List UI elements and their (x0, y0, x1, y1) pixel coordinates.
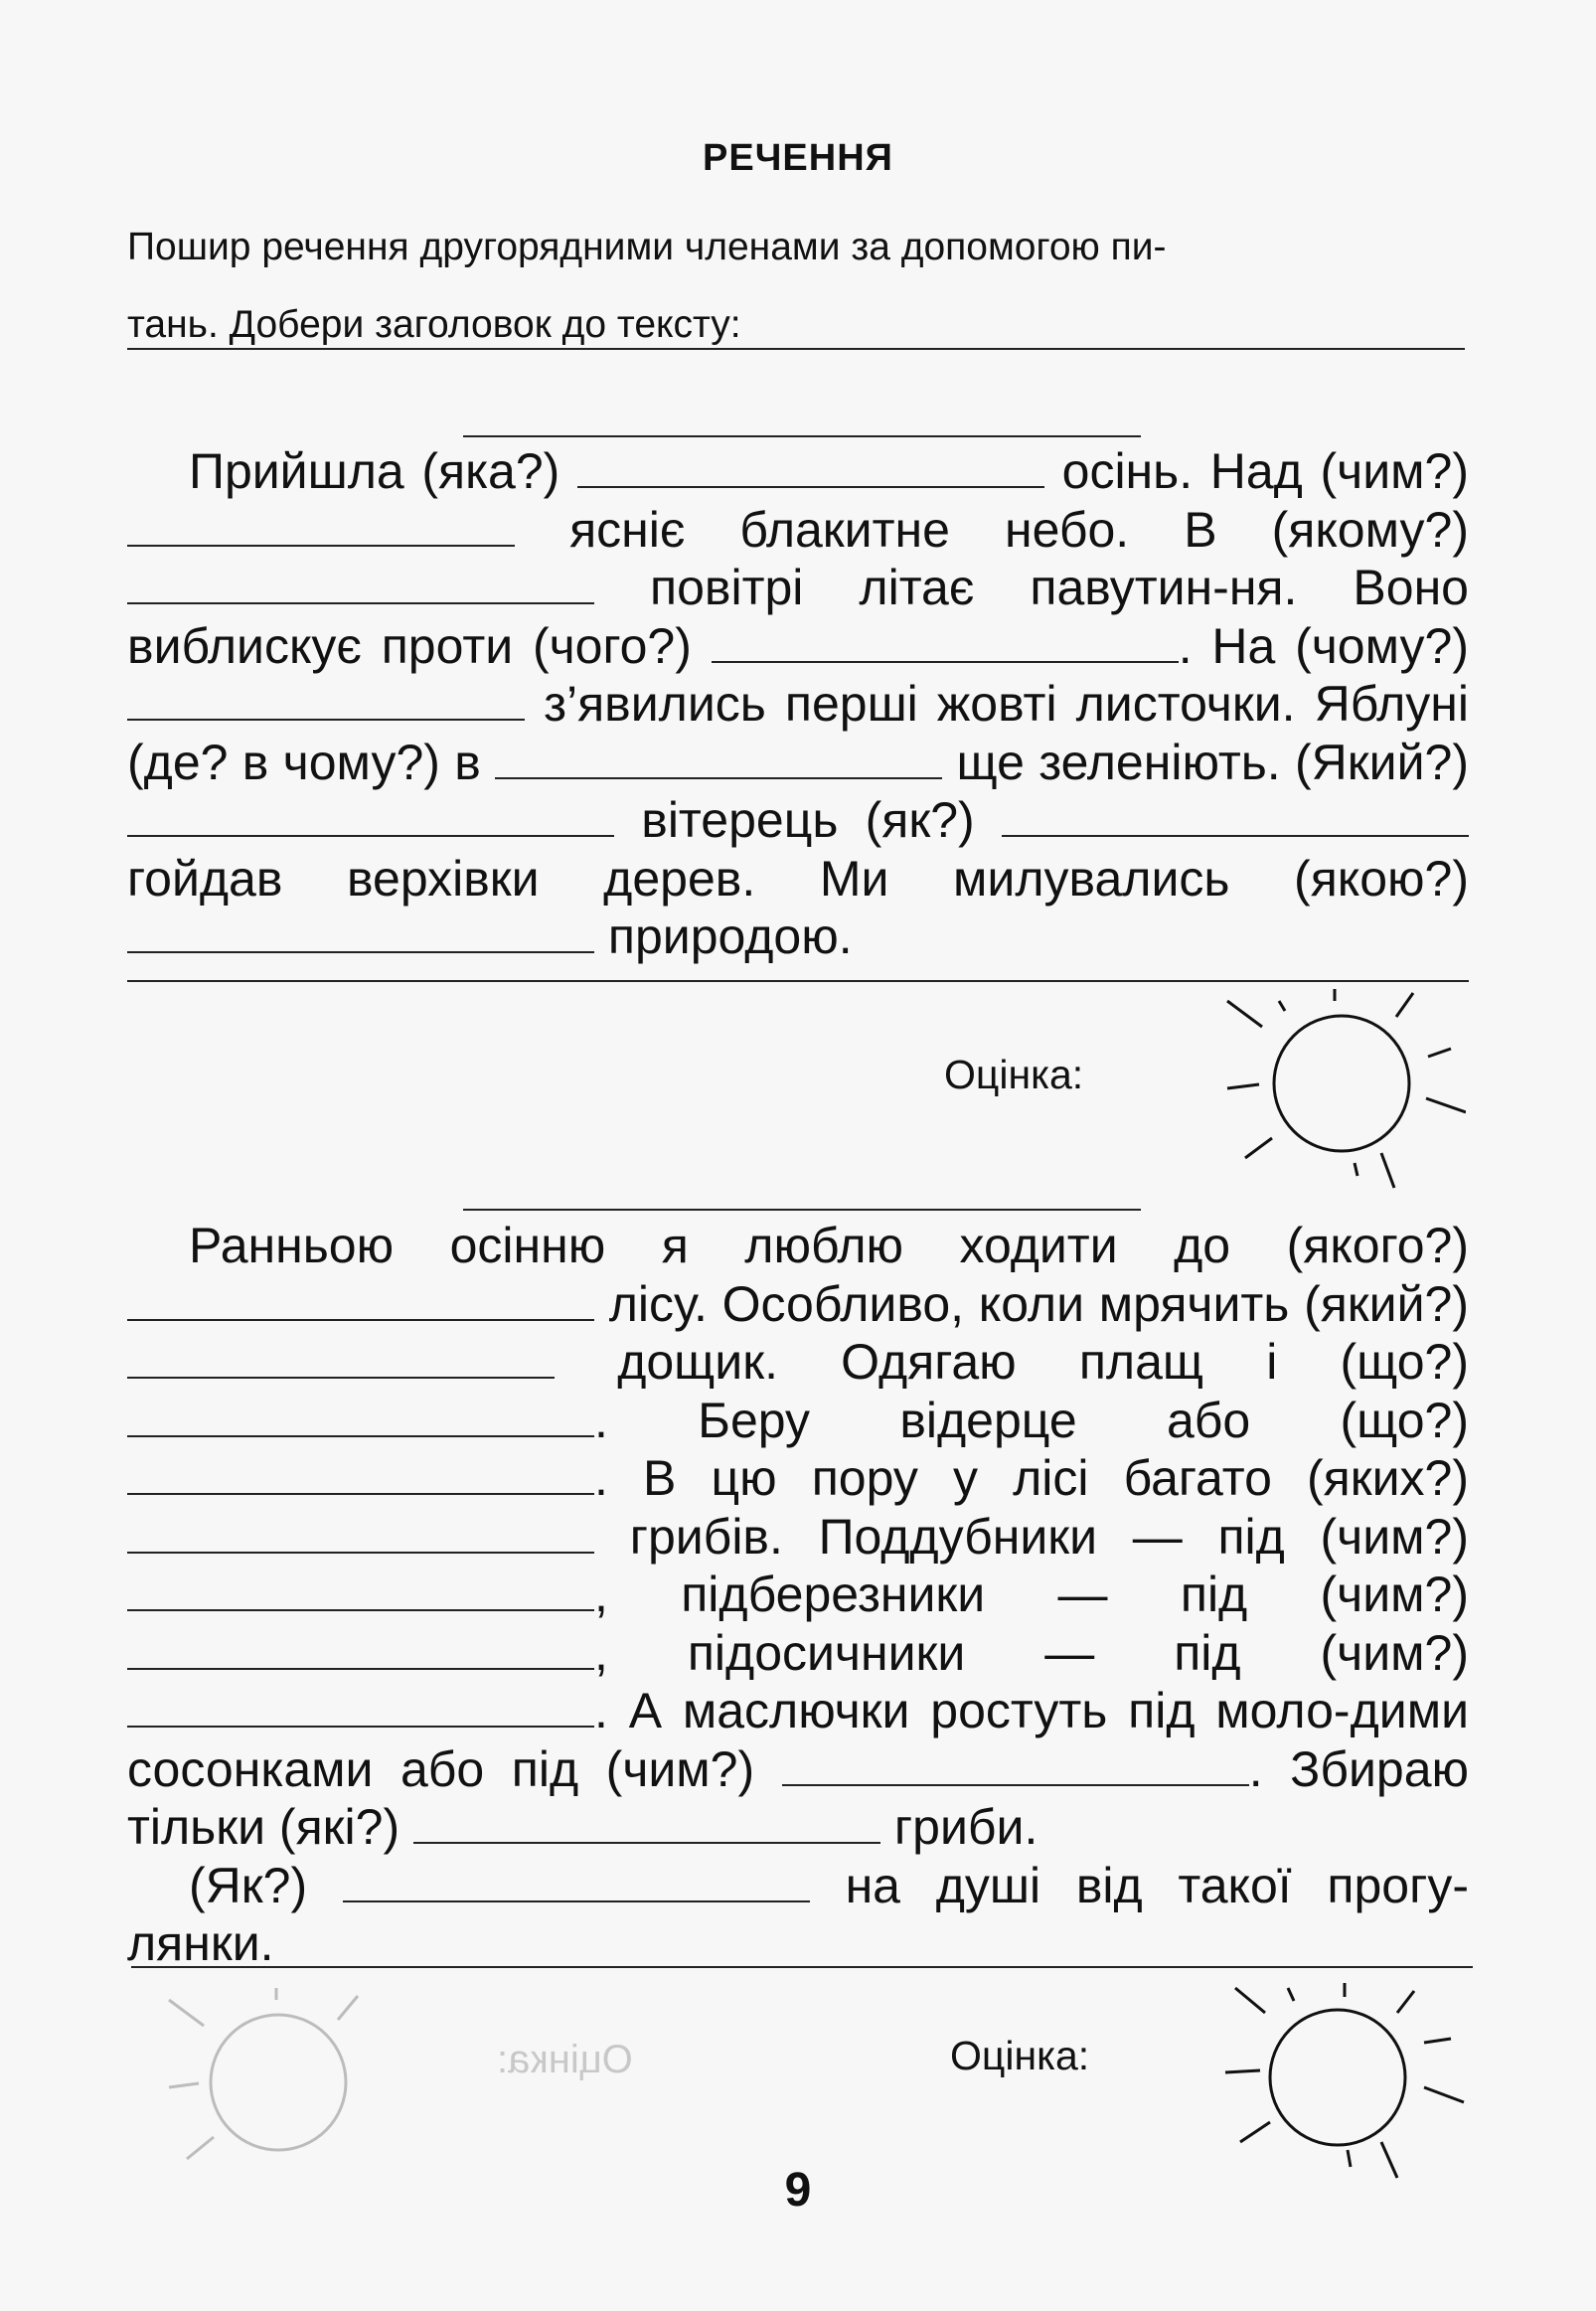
instruction-line-2: тань. Добери заголовок до тексту: (127, 303, 741, 346)
text1-s9: гойдав верхівки дерев. Ми милувались (якою?) (127, 850, 1469, 907)
answer-line-text2[interactable] (131, 1966, 1473, 1968)
blank[interactable] (127, 1569, 594, 1611)
page-number: 9 (784, 2164, 812, 2217)
exercise-text-1 (127, 442, 1469, 966)
blank[interactable] (127, 911, 594, 953)
blank[interactable] (712, 621, 1179, 663)
text1-s6: з’явились перші жовті листочки. Яблуні (де? в чому?) в (127, 676, 1469, 790)
text2-s8: , підосичники — під (чим?) (594, 1624, 1469, 1681)
bleed-through-grade-label: Оцінка: (497, 2038, 633, 2081)
blank[interactable] (127, 1279, 594, 1321)
title-blank-1[interactable] (463, 435, 1141, 437)
grade-label-1: Оцінка: (944, 1052, 1084, 1097)
title-blank-2[interactable] (463, 1209, 1141, 1211)
blank[interactable] (127, 795, 614, 837)
text1-s2: осінь. Над (чим?) (1061, 443, 1469, 499)
answer-line-text1[interactable] (127, 980, 1469, 982)
text2-s10: . Збираю тільки (які?) (127, 1740, 1470, 1855)
blank[interactable] (782, 1744, 1249, 1786)
text1-s4: повітрі літає павутин-ня. Воно виблискує проти (чого?) (127, 560, 1469, 674)
text2-s7: , підберезники — під (чим?) (594, 1567, 1469, 1622)
sun-icon (1220, 1983, 1469, 2182)
text1-s5: . На (чому?) (1178, 617, 1469, 674)
sun-icon (1217, 989, 1466, 1198)
page-title: РЕЧЕННЯ (703, 137, 893, 179)
blank[interactable] (127, 1628, 594, 1670)
blank[interactable] (413, 1802, 880, 1844)
blank[interactable] (1002, 795, 1469, 837)
text2-s4: . Беру відерце або (що?) (594, 1392, 1469, 1448)
faint-sun-icon (159, 1988, 398, 2187)
blank[interactable] (127, 1337, 555, 1379)
blank[interactable] (127, 563, 594, 604)
answer-line-instruction[interactable] (127, 348, 1465, 350)
blank[interactable] (127, 1453, 594, 1495)
text2-s3: дощик. Одягаю плащ і (що?) (617, 1334, 1469, 1390)
text2-s13: на душі від такої прогу-лянки. (127, 1857, 1469, 1971)
text2-s5: . В цю пору у лісі багато (яких?) (594, 1450, 1469, 1506)
text2-s2: лісу. Особливо, коли мрячить (який?) (608, 1275, 1469, 1332)
blank[interactable] (577, 446, 1044, 488)
text2-s12: (Як?) (189, 1857, 308, 1913)
instruction (127, 209, 1469, 364)
text2-s9: . А маслючки ростуть під моло-дими сосонками або під (чим?) (127, 1683, 1469, 1797)
text1-s1: Прийшла (яка?) (189, 443, 560, 499)
blank[interactable] (495, 738, 942, 779)
instruction-line-1: Пошир речення другорядними членами за допомогою пи- (127, 226, 1167, 268)
text2-s6: грибів. Поддубники — під (чим?) (629, 1508, 1469, 1565)
text1-s8: вітерець (як?) (641, 792, 975, 848)
blank[interactable] (127, 1396, 594, 1437)
grade-label-2: Оцінка: (950, 2033, 1090, 2078)
text2-s1: Ранньою осінню я люблю ходити до (якого?) (189, 1218, 1469, 1273)
exercise-text-2 (127, 1217, 1469, 1973)
text1-s10: природою. (607, 908, 853, 964)
text1-s3: ясніє блакитне небо. В (якому?) (569, 501, 1469, 558)
blank[interactable] (343, 1861, 810, 1902)
text2-s11: гриби. (893, 1799, 1038, 1855)
blank[interactable] (127, 1686, 594, 1728)
blank[interactable] (127, 679, 525, 721)
blank[interactable] (127, 505, 515, 547)
text1-s7: ще зеленіють. (Який?) (956, 734, 1469, 790)
blank[interactable] (127, 1512, 594, 1554)
